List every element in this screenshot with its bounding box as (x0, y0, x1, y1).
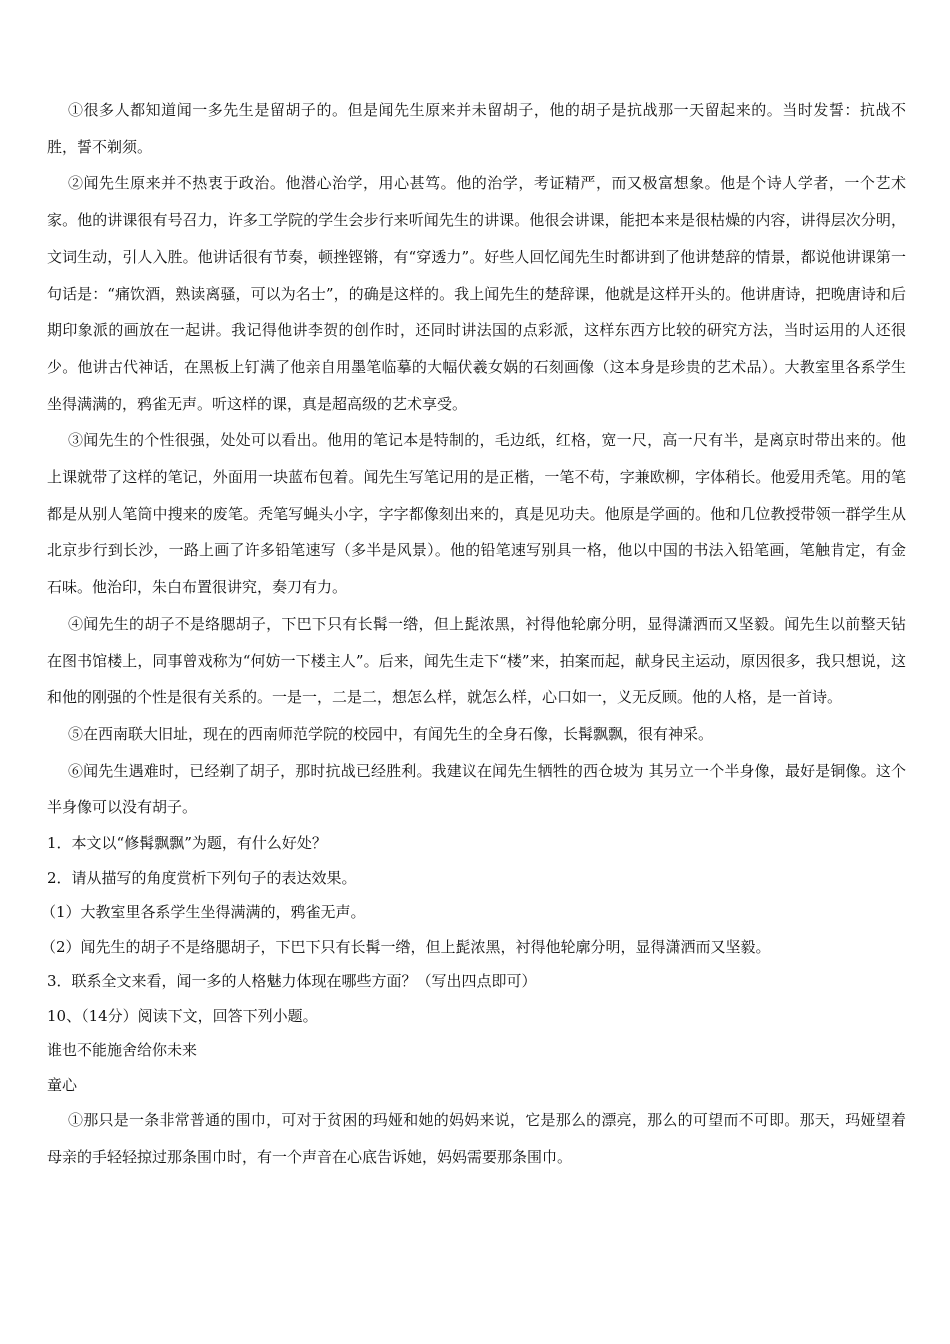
question-3: 3．联系全文来看，闻一多的人格魅力体现在哪些方面？（写出四点即可） (47, 972, 537, 991)
paragraph-1: ①很多人都知道闻一多先生是留胡子的。但是闻先生原来并未留胡子，他的胡子是抗战那一天留起来的。当时发誓：抗战不胜，誓不剃须。 (47, 101, 906, 156)
section-10-heading: 10、（14分）阅读下文，回答下列小题。 (47, 1006, 318, 1025)
article-author: 童心 (47, 1075, 78, 1094)
question-2-item-1: （1）大教室里各系学生坐得满满的，鸦雀无声。 (41, 903, 366, 922)
paragraph-4: ④闻先生的胡子不是络腮胡子，下巴下只有长髯一绺，但上髭浓黑，衬得他轮廓分明，显得潇洒而又坚毅。闻先生以前整天钻在图书馆楼上，同事曾戏称为“何妨一下楼主人”。后来，闻先生走下“楼”来，拍案而起，献身民主运动，原因很多，我只想说，这和他的刚强的个性是很有关系的。一是一，二是二，想怎么样，就怎么样，心口如一，义无反顾。他的人格，是一首诗。 (47, 614, 906, 707)
paragraph-6: ⑥闻先生遇难时，已经剃了胡子，那时抗战已经胜利。我建议在闻先生牺牲的西仓坡为 其另立一个半身像，最好是铜像。这个半身像可以没有胡子。 (47, 761, 906, 817)
paragraph-5: ⑤在西南联大旧址，现在的西南师范学院的校园中，有闻先生的全身石像，长髯飘飘，很有神采。 (68, 724, 714, 743)
question-1: 1．本文以“修髯飘飘”为题，有什么好处？ (47, 834, 327, 853)
paragraph-2: ②闻先生原来并不热衷于政治。他潜心治学，用心甚笃。他的治学，考证精严，而又极富想象。他是个诗人学者，一个艺术家。他的讲课很有号召力，许多工学院的学生会步行来听闻先生的讲课。他很会讲课，能把本来是很枯燥的内容，讲得层次分明，文词生动，引人入胜。他讲话很有节奏，顿挫铿锵，有“穿透力”。好些人回忆闻先生时都讲到了他讲楚辞的情景，都说他讲课第一句话是：“痛饮酒，熟读离骚，可以为名士”，的确是这样的。我上闻先生的楚辞课，他就是这样开头的。他讲唐诗，把晚唐诗和后期印象派的画放在一起讲。我记得他讲李贺的创作时，还同时讲法国的点彩派，这样东西方比较的研究方法，当时运用的人还很少。他讲古代神话，在黑板上钉满了他亲自用墨笔临摹的大幅伏羲女娲的石刻画像（这本身是珍贵的艺术品）。大教室里各系学生坐得满满的，鸦雀无声。听这样的课，真是超高级的艺术享受。 (47, 174, 906, 413)
article-paragraph-1: ①那只是一条非常普通的围巾，可对于贫困的玛娅和她的妈妈来说，它是那么的漂亮，那么的可望而不可即。那天，玛娅望着母亲的手轻轻掠过那条围巾时，有一个声音在心底告诉她，妈妈需要那条围巾。 (47, 1111, 906, 1166)
question-2: 2．请从描写的角度赏析下列句子的表达效果。 (47, 868, 357, 887)
article-title: 谁也不能施舍给你未来 (47, 1041, 198, 1060)
question-2-item-2: （2）闻先生的胡子不是络腮胡子，下巴下只有长髯一绺，但上髭浓黑，衬得他轮廓分明，显得潇洒而又坚毅。 (41, 937, 771, 956)
paragraph-3: ③闻先生的个性很强，处处可以看出。他用的笔记本是特制的，毛边纸，红格，宽一尺，高一尺有半，是离京时带出来的。他上课就带了这样的笔记，外面用一块蓝布包着。闻先生写笔记用的是正楷，一笔不苟，字兼欧柳，字体稍长。他爱用秃笔。用的笔都是从别人笔筒中搜来的废笔。秃笔写蝇头小字，字字都像刻出来的，真是见功夫。他原是学画的。他和几位教授带领一群学生从北京步行到长沙，一路上画了许多铅笔速写（多半是风景）。他的铅笔速写别具一格，他以中国的书法入铅笔画，笔触肯定，有金石味。他治印，朱白布置很讲究，奏刀有力。 (47, 431, 906, 597)
